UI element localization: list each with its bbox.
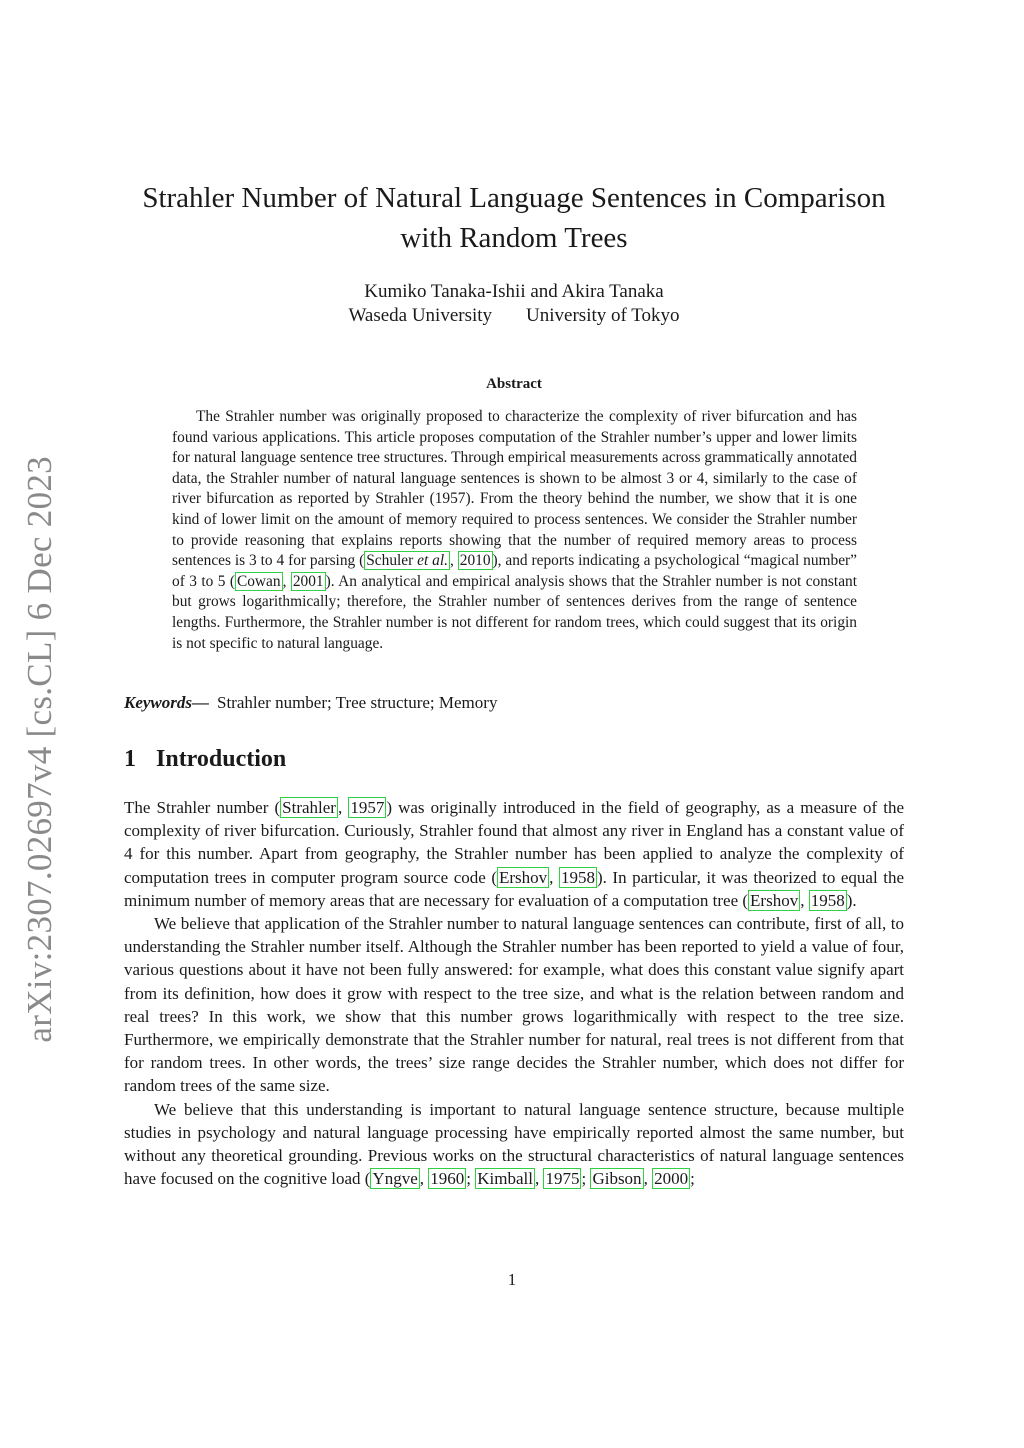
keywords-label: Keywords—: [124, 693, 209, 712]
citation-separator: ,: [337, 798, 349, 817]
citation-separator: ,: [282, 572, 291, 590]
citation-schuler[interactable]: [364, 551, 450, 570]
title-line-1: Strahler Number of Natural Language Sentences in Comparison: [142, 182, 886, 214]
section-title: Introduction: [156, 746, 287, 772]
citation-separator: ;: [581, 1169, 591, 1189]
citation-separator: ,: [800, 890, 809, 910]
citation-separator: ,: [549, 867, 559, 887]
citation-gibson[interactable]: Gibson: [592, 1169, 642, 1189]
intro-text: ).: [846, 890, 857, 910]
citation-strahler[interactable]: Strahler: [282, 798, 336, 817]
citation-separator: ,: [534, 1169, 544, 1189]
arxiv-identifier-text: arXiv:2307.02697v4 [cs.CL] 6 Dec 2023: [20, 455, 59, 1043]
citation-schuler-year[interactable]: 2010: [459, 552, 491, 570]
section-heading-introduction: [124, 746, 286, 773]
citation-ershov[interactable]: Ershov: [750, 890, 799, 910]
citation-ershov-year[interactable]: 1958: [810, 890, 845, 910]
intro-text: ). In particular, it was theorized to equal the minimum number of memory areas that are necessary for evaluation of a computation tree (: [124, 867, 904, 910]
citation-gibson-year[interactable]: 2000: [654, 1169, 689, 1189]
abstract-text-2: ), and reports indicating a psychological “magical number” of 3 to 5 (: [172, 552, 857, 590]
paper-title: [110, 178, 918, 258]
citation-separator: ,: [450, 552, 458, 570]
intro-paragraph-1: [124, 796, 904, 912]
arxiv-identifier: [14, 455, 66, 1043]
keywords: [124, 692, 904, 714]
citation-separator: ;: [466, 1169, 476, 1189]
intro-paragraph-3: [124, 1098, 904, 1191]
abstract-text-3: ). An analytical and empirical analysis shows that the Strahler number is not constant but grows logarithmically; therefore, the Strahler number of sentences derives from the range of sentence lengths. Furthermore, the Strahler number is not different for random trees, which could suggest that its origin is not specific to natural language.: [172, 572, 857, 652]
introduction-body: [124, 796, 904, 1190]
citation-strahler-year[interactable]: 1957: [350, 798, 385, 817]
citation-separator: ,: [643, 1169, 653, 1189]
citation-schuler-name: Schuler: [366, 552, 418, 570]
title-line-2: with Random Trees: [400, 222, 628, 254]
citation-cowan-year[interactable]: 2001: [292, 572, 324, 590]
citation-cowan[interactable]: Cowan: [236, 572, 281, 590]
citation-schuler-etal: et al.: [417, 552, 448, 570]
citation-yngve[interactable]: Yngve: [372, 1169, 418, 1189]
intro-text: ;: [690, 1169, 695, 1189]
affiliation-waseda: Waseda University: [348, 305, 493, 326]
intro-paragraph-2: We believe that application of the Strahler number to natural language sentences can contribute, first of all, to understanding the Strahler number itself. Although the Strahler number has been reported to yield a value of four, various questions about it have not been fully answered: for example, what does this constant value signify apart from its definition, how does it grow with respect to the tree size, and what is the relation between random and real trees? In this work, we show that this number grows logarithmically with respect to the tree size. Furthermore, we empirically demonstrate that the Strahler number for natural, real trees is not different from that for random trees. In other words, the trees’ size range decides the Strahler number, which does not differ for random trees of the same size.: [124, 914, 904, 1096]
citation-yngve-year[interactable]: 1960: [430, 1169, 465, 1189]
intro-text: We believe that this understanding is important to natural language sentence structure, because multiple studies in psychology and natural language processing have empirically reported almost the same number, but without any theoretical grounding. Previous works on the structural characteristics of natural language sentences have focused on the cognitive load (: [124, 1099, 904, 1189]
citation-ershov-year[interactable]: 1958: [560, 867, 595, 887]
keywords-text: Strahler number; Tree structure; Memory: [217, 693, 498, 712]
citation-separator: ,: [419, 1169, 429, 1189]
citation-kimball[interactable]: Kimball: [477, 1169, 533, 1189]
affiliation-tokyo: University of Tokyo: [526, 305, 680, 326]
intro-text: The Strahler number (: [124, 798, 281, 817]
abstract-body: [172, 407, 857, 654]
authors: Kumiko Tanaka-Ishii and Akira Tanaka: [364, 281, 664, 302]
citation-ershov[interactable]: Ershov: [499, 867, 548, 887]
affiliations: [110, 304, 918, 328]
page-number: 1: [507, 1270, 517, 1289]
abstract-heading: Abstract: [486, 376, 542, 392]
section-number: 1: [124, 746, 136, 772]
citation-kimball-year[interactable]: 1975: [545, 1169, 580, 1189]
abstract-text-1: The Strahler number was originally proposed to characterize the complexity of river bifurcation and has found various applications. This article proposes computation of the Strahler number’s upper and lower limits for natural language sentence tree structures. Through empirical measurements across grammatically annotated data, the Strahler number of natural language sentences is shown to be almost 3 or 4, similarly to the case of river bifurcation as reported by Strahler (1957). From the theory behind the number, we show that it is one kind of lower limit on the amount of memory required to process sentences. We consider the Strahler number to provide reasoning that explains reports showing that the number of required memory areas to process sentences is 3 to 4 for parsing (: [172, 408, 857, 570]
intro-text: ) was originally introduced in the field of geography, as a measure of the complexity of river bifurcation. Curiously, Strahler found that almost any river in England has a constant value of 4 for this number. Apart from geography, the Strahler number has been applied to analyze the complexity of computation trees in computer program source code (: [124, 798, 905, 887]
